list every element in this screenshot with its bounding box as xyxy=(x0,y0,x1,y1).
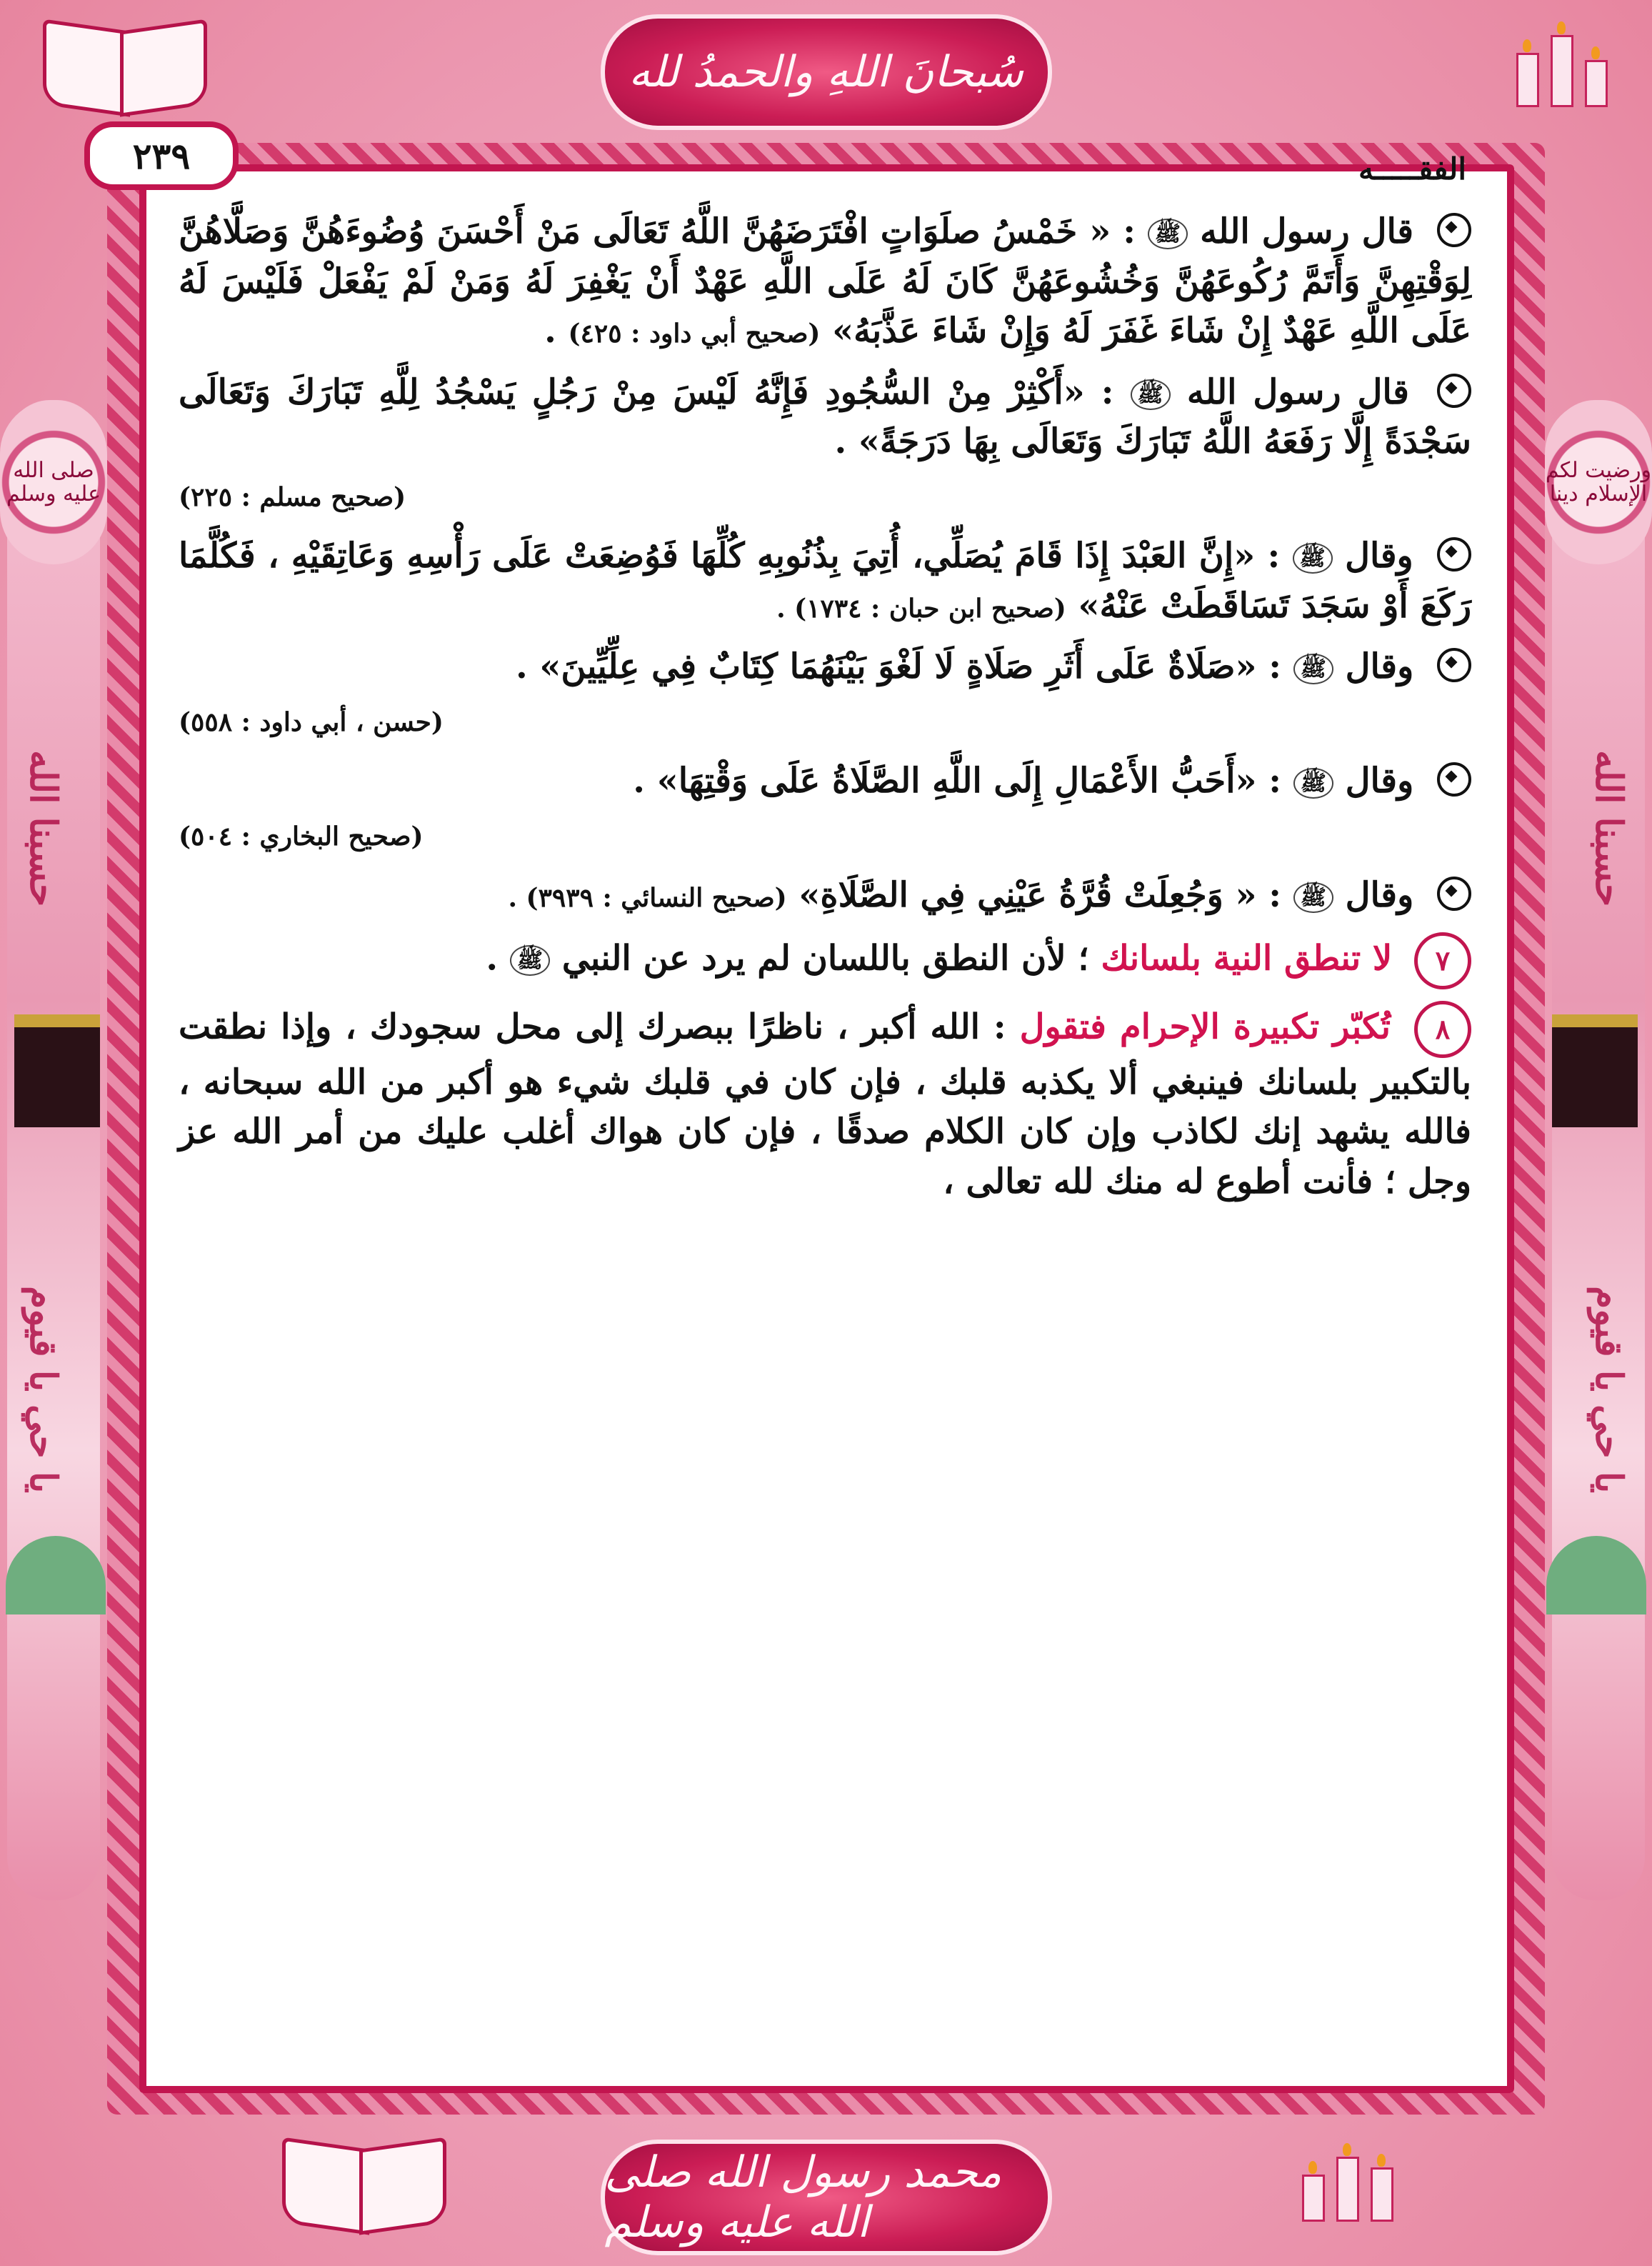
hadith-intro: قال رسول الله xyxy=(1186,371,1409,412)
point-text: ؛ لأن النطق باللسان لم يرد عن النبي xyxy=(561,938,1089,978)
salawat-seal-icon: ﷺ xyxy=(1293,654,1333,684)
salawat-seal-icon: ﷺ xyxy=(1131,379,1171,410)
hadith-text: : «أَكْثِرْ مِنْ السُّجُودِ فَإِنَّهُ لَيْسَ مِنْ رَجُلٍ يَسْجُدُ لِلَّهِ تَبَارَكَ وَتَعَالَى سَجْدَةً إِلَّا رَفَعَهُ اللَّهُ تَبَارَكَ وَتَعَالَى بِهَا دَرَجَةً» . xyxy=(179,371,1471,462)
point-number-badge: ٧ xyxy=(1414,932,1471,989)
hadith-intro: وقال xyxy=(1345,536,1413,577)
hadith-text: : « وَجُعِلَتْ قُرَّةُ عَيْنِي فِي الصَّلَاةِ» xyxy=(799,874,1281,915)
kaaba-icon xyxy=(1552,1014,1638,1127)
bottom-calligraphy-banner xyxy=(601,2140,1052,2255)
open-book-icon xyxy=(282,2143,446,2229)
hadith-source: (صحيح أبي داود : ٤٢٥) xyxy=(568,319,821,349)
ornament-bullet-icon xyxy=(1437,213,1471,247)
candles-icon xyxy=(1516,21,1609,107)
left-medallion xyxy=(0,400,107,564)
hadith-source: (صحيح النسائي : ٣٩٣٩) . xyxy=(508,882,787,913)
bottom-banner-text: محمد رسول الله صلى الله عليه وسلم xyxy=(604,2147,1002,2247)
ornament-bullet-icon xyxy=(1437,648,1471,682)
hadith-6 xyxy=(179,871,1471,921)
ornament-bullet-icon xyxy=(1437,374,1471,408)
hadith-source: (صحيح ابن حبان : ١٧٣٤) . xyxy=(776,593,1066,624)
point-number-badge: ٨ xyxy=(1414,1001,1471,1058)
open-book-icon xyxy=(43,25,207,111)
hadith-4 xyxy=(179,642,1471,692)
top-calligraphy-banner xyxy=(601,14,1052,130)
kaaba-icon xyxy=(14,1014,100,1127)
running-header: الفقـــــه xyxy=(1358,151,1466,186)
hadith-source: (صحيح مسلم : ٢٢٥) xyxy=(179,481,406,512)
right-calligraphy-1: حسبنا الله xyxy=(1587,750,1631,907)
hadith-text: : «إِنَّ العَبْدَ إِذَا قَامَ يُصَلِّي، أُتِيَ بِذُنُوبِهِ كُلِّهَا فَوُضِعَتْ عَلَى رَأْسِهِ وَعَاتِقَيْهِ ، فَكُلَّمَا رَكَعَ أَوْ سَجَدَ تَسَاقَطَتْ عَنْهُ» xyxy=(179,536,1471,626)
point-title: لا تنطق النية بلسانك xyxy=(1101,938,1393,978)
hadith-1: قال رسول الله ﷺ : « خَمْسُ صلَوَاتٍ افْتَرَضَهُنَّ اللَّهُ تَعَالَى مَنْ أَحْسَنَ وُضُوءَهُنَّ وَصَلَّاهُنَّ لِوَقْتِهِنَّ وَأَتَمَّ رُكُوعَهُنَّ وَخُشُوعَهُنَّ كَانَ لَهُ عَلَى اللَّهِ عَهْدٌ أَنْ يَغْفِرَ لَهُ وَمَنْ لَمْ يَفْعَلْ فَلَيْسَ لَهُ عَلَى اللَّهِ عَهْدٌ إِنْ شَاءَ غَفَرَ لَهُ وَإِنْ شَاءَ عَذَّبَهُ» (صحيح أبي داود : ٤٢٥) . xyxy=(179,211,1471,351)
salawat-seal-icon: ﷺ xyxy=(1293,768,1333,799)
hadith-intro: وقال xyxy=(1345,647,1414,687)
ornament-bullet-icon xyxy=(1437,877,1471,911)
hadith-intro: وقال xyxy=(1345,761,1414,802)
hadith-intro: وقال xyxy=(1345,874,1414,915)
hadith-3 xyxy=(179,531,1471,631)
salawat-seal-icon: ﷺ xyxy=(1293,543,1333,574)
candles-icon xyxy=(1302,2136,1395,2222)
left-side-panel xyxy=(7,400,100,1900)
hadith-text: : «أَحَبُّ الأَعْمَالِ إِلَى اللَّهِ الصَّلَاةُ عَلَى وَقْتِهَا» . xyxy=(633,761,1281,802)
left-medallion-text: صلى الله عليه وسلم xyxy=(6,458,101,506)
ornament-bullet-icon xyxy=(1437,537,1471,572)
hadith-source: (صحيح البخاري : ٥٠٤) xyxy=(179,821,424,852)
right-calligraphy-2: يا حي يا قيوم xyxy=(1587,1286,1631,1494)
point-7: ٧ لا تنطق النية بلسانك ؛ لأن النطق باللسان لم يرد عن النبي ﷺ . xyxy=(179,932,1471,989)
top-banner-text: سُبحانَ اللهِ والحمدُ لله xyxy=(629,47,1023,97)
right-medallion-text: ورضيت لكم الإسلام دينا xyxy=(1545,458,1652,506)
salawat-seal-icon: ﷺ xyxy=(510,945,550,976)
right-side-panel xyxy=(1552,400,1645,1900)
point-text: : الله أكبر ، ناظرًا ببصرك إلى محل سجودك ، وإذا نطقت بالتكبير بلسانك فينبغي ألا يكذبه قلبك ، فإن كان في قلبك شيء هو أكبر من الله سبحانه ، فالله يشهد إنك لكاذب وإن كان الكلام صدقًا ، فإن كان هواك أغلب عليك من أمر الله عز وجل ؛ فأنت أطوع له منك لله تعالى ، xyxy=(179,1007,1471,1202)
salawat-seal-icon: ﷺ xyxy=(1148,219,1188,249)
ornament-bullet-icon xyxy=(1437,762,1471,797)
hadith-5 xyxy=(179,757,1471,807)
hadith-text: : « خَمْسُ صلَوَاتٍ افْتَرَضَهُنَّ اللَّهُ تَعَالَى مَنْ أَحْسَنَ وُضُوءَهُنَّ وَصَلَّاهُنَّ لِوَقْتِهِنَّ وَأَتَمَّ رُكُوعَهُنَّ وَخُشُوعَهُنَّ كَانَ لَهُ عَلَى اللَّهِ عَهْدٌ أَنْ يَغْفِرَ لَهُ وَمَنْ لَمْ يَفْعَلْ فَلَيْسَ لَهُ عَلَى اللَّهِ عَهْدٌ إِنْ شَاءَ غَفَرَ لَهُ وَإِنْ شَاءَ عَذَّبَهُ» xyxy=(179,211,1471,351)
hadith-text: : «صَلَاةٌ عَلَى أَثَرِ صَلَاةٍ لَا لَغْوَ بَيْنَهُمَا كِتَابٌ فِي عِلِّيِّينَ» . xyxy=(515,647,1281,687)
left-calligraphy-2: يا حي يا قيوم xyxy=(21,1286,65,1494)
left-calligraphy-1: حسبنا الله xyxy=(21,750,65,907)
hadith-2 xyxy=(179,368,1471,467)
point-8 xyxy=(179,1001,1471,1207)
salawat-seal-icon: ﷺ xyxy=(1293,882,1333,913)
point-title: تُكبّر تكبيرة الإحرام فتقول xyxy=(1019,1007,1391,1047)
hadith-intro: قال رسول الله xyxy=(1200,211,1414,251)
hadith-source: (حسن ، أبي داود : ٥٥٨) xyxy=(179,707,444,737)
page-content xyxy=(179,207,1471,1218)
page-number: ٢٣٩ xyxy=(84,121,239,190)
right-medallion xyxy=(1545,400,1652,564)
